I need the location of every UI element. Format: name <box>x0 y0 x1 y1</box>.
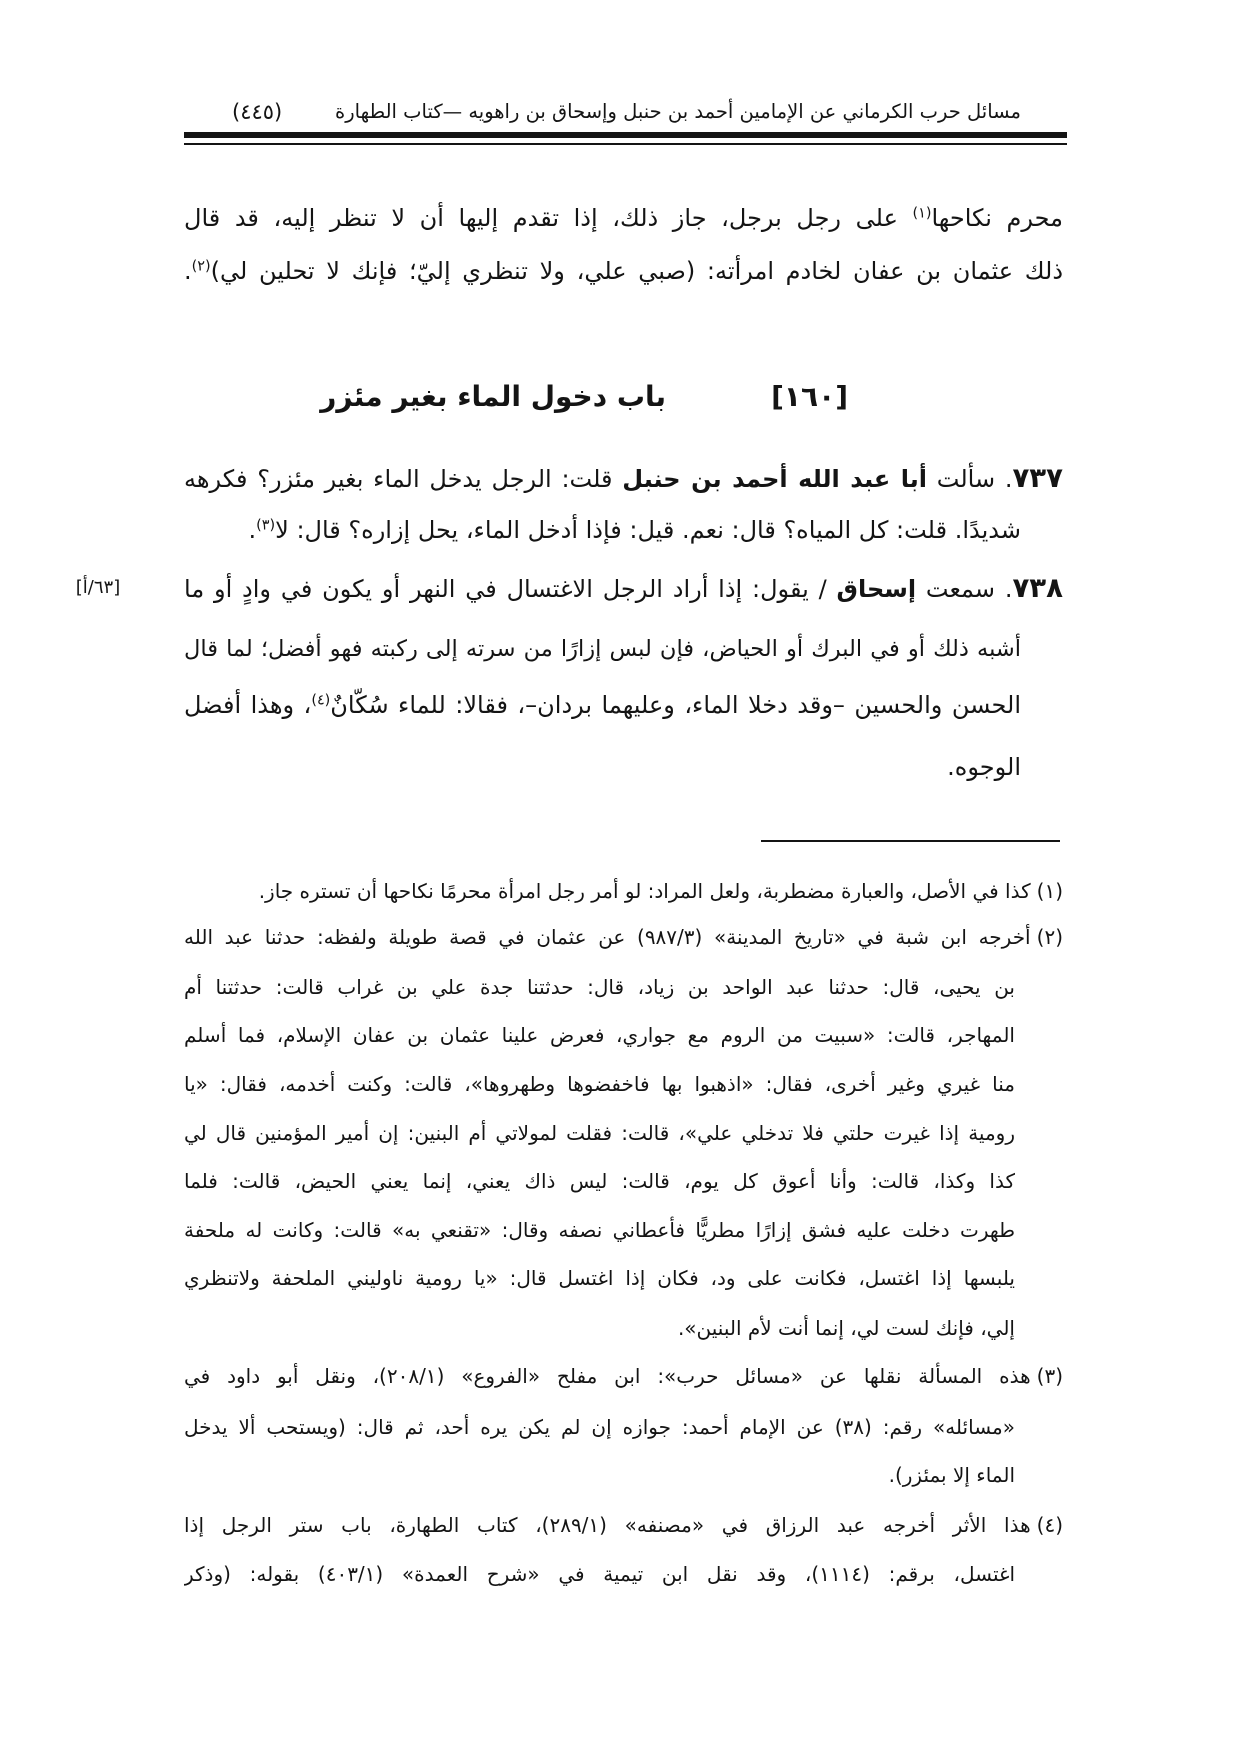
footnote-text: هذا الأثر أخرجه عبد الرزاق في «مصنفه» (٢٨٩/١)، كتاب الطهارة، باب ستر الرجل إذا <box>184 1513 1031 1537</box>
footnote-4-line: اغتسل، برقم: (١١١٤)، وقد نقل ابن تيمية في «شرح العمدة» (٤٠٣/١) بقوله: (وذكر <box>184 1562 1015 1586</box>
text-segment: الوجوه. <box>947 753 1021 781</box>
entry-first-line <box>184 456 1063 500</box>
header-rule-thin <box>184 143 1067 145</box>
running-title: مسائل حرب الكرماني عن الإمامين أحمد بن حنبل وإسحاق بن راهويه —كتاب الطهارة <box>335 100 1021 123</box>
footnote-3-line: الماء إلا بمئزر). <box>888 1463 1015 1487</box>
footnote-number: (٣) <box>1036 1364 1063 1388</box>
entry-line <box>184 745 1021 789</box>
text-segment: . سألت <box>927 465 1013 493</box>
text-segment: محرم نكاحها <box>931 204 1063 232</box>
footnote-ref: (٤) <box>311 692 331 709</box>
footnote-number: (١) <box>1036 879 1063 903</box>
footnote-ref: (١) <box>912 205 932 222</box>
footnote-number: (٤) <box>1036 1513 1063 1537</box>
entry-line <box>184 508 1021 552</box>
entry-first-line <box>184 566 1063 610</box>
footnote-2-line: منا غيري وغير أخرى، فقال: «اذهبوا بها فاخفضوها وطهروها»، قالت: وكنت أخدمه، فقال: «يا <box>184 1072 1015 1096</box>
footnote-text: هذه المسألة نقلها عن «مسائل حرب»: ابن مفلح «الفروع» (٢٠٨/١)، ونقل أبو داود في <box>184 1364 1031 1388</box>
footnote-2-line: يلبسها إذا اغتسل، فكانت على ود، فكان إذا اغتسل قال: «يا رومية ناوليني الملحفة ولاتنظري <box>184 1266 1015 1290</box>
footnote-4-line <box>184 1505 1063 1545</box>
footnote-3-line <box>184 1356 1063 1396</box>
entry-line <box>184 627 1021 671</box>
footnote-2-line: بن يحيى، قال: حدثنا عبد الواحد بن زياد، قال: حدثتنا جدة علي بن غراب قالت: حدثتنا أم <box>184 975 1015 999</box>
text-segment: الحسن والحسين –وقد دخلا الماء، وعليهما بردان–، فقالا: للماء سُكّانٌ <box>330 691 1021 719</box>
footnote-ref: (٢) <box>191 258 211 275</box>
footnote-number: (٢) <box>1036 925 1063 949</box>
footnote-3-line: «مسائله» رقم: (٣٨) عن الإمام أحمد: جوازه إن لم يكن يره أحد، ثم قال: (ويستحب ألا يدخل <box>184 1415 1015 1439</box>
text-segment: . <box>184 257 192 285</box>
text-segment: على رجل برجل، جاز ذلك، إذا تقدم إليها أن لا تنظر إليه، قد قال <box>184 204 913 232</box>
bold-name: إسحاق <box>836 575 917 603</box>
header-rule-thick <box>184 132 1067 138</box>
text-segment: ذلك عثمان بن عفان لخادم امرأته: (صبي علي، ولا تنظري إليّ؛ فإنك لا تحلين لي) <box>210 257 1063 285</box>
footnote-2-line: كذا وكذا، قالت: وأنا أعوق كل يوم، قالت: ليس ذاك يعني، إنما يعني الحيض، قالت: فلما <box>184 1169 1015 1193</box>
footnote-2-line: طهرت دخلت عليه فشق إزارًا مطريًّا فأعطاني نصفه وقال: «تقنعي به» قالت: وكانت له ملحفة <box>184 1218 1015 1242</box>
text-segment: . سمعت <box>916 575 1013 603</box>
footnote-text: كذا في الأصل، والعبارة مضطربة، ولعل المراد: لو أمر رجل امرأة محرمًا نكاحها أن تستره جاز. <box>258 879 1031 903</box>
footnote-2-line <box>184 917 1063 957</box>
manuscript-folio-note: [٦٣/أ] <box>75 577 121 598</box>
text-segment: أشبه ذلك أو في البرك أو الحياض، فإن لبس إزارًا من سرته إلى ركبته فهو أفضل؛ لما قال <box>184 636 1021 662</box>
section-title: باب دخول الماء بغير مئزر <box>320 380 666 413</box>
footnote-ref: (٣) <box>256 517 276 534</box>
footnote-separator <box>761 840 1060 842</box>
body-line <box>184 249 1063 293</box>
text-segment: ، وهذا أفضل <box>184 691 312 719</box>
bold-name: أبا عبد الله أحمد بن حنبل <box>622 465 928 493</box>
text-segment: قلت: الرجل يدخل الماء بغير مئزر؟ فكرهه <box>184 465 623 493</box>
page-number: (٤٤٥) <box>232 100 283 124</box>
entry-number: ٧٣٨ <box>1012 571 1063 604</box>
text-segment: . <box>248 516 257 544</box>
section-number: [١٦٠] <box>771 380 848 413</box>
footnote-text: أخرجه ابن شبة في «تاريخ المدينة» (٩٨٧/٣) عن عثمان في قصة طويلة ولفظه: حدثنا عبد الله <box>184 925 1031 949</box>
text-segment: شديدًا. قلت: كل المياه؟ قال: نعم. قيل: فإذا أدخل الماء، يحل إزاره؟ قال: لا <box>275 516 1021 544</box>
entry-number: ٧٣٧ <box>1012 461 1063 494</box>
footnote-1-line <box>184 871 1063 911</box>
body-line <box>184 196 1063 240</box>
footnote-2-line: إلي، فإنك لست لي، إنما أنت لأم البنين». <box>677 1316 1015 1340</box>
entry-line <box>184 683 1021 727</box>
text-segment: / يقول: إذا أراد الرجل الاغتسال في النهر أو يكون في وادٍ أو ما <box>184 575 837 603</box>
footnote-2-line: المهاجر، قالت: «سبيت من الروم مع جواري، فعرض علينا عثمان بن عفان الإسلام، فما أسلم <box>184 1023 1015 1047</box>
footnote-2-line: رومية إذا غيرت حلتي فلا تدخلي علي»، قالت: فقلت لمولاتي أم البنين: إن أمير المؤمنين قال لي <box>184 1121 1015 1145</box>
